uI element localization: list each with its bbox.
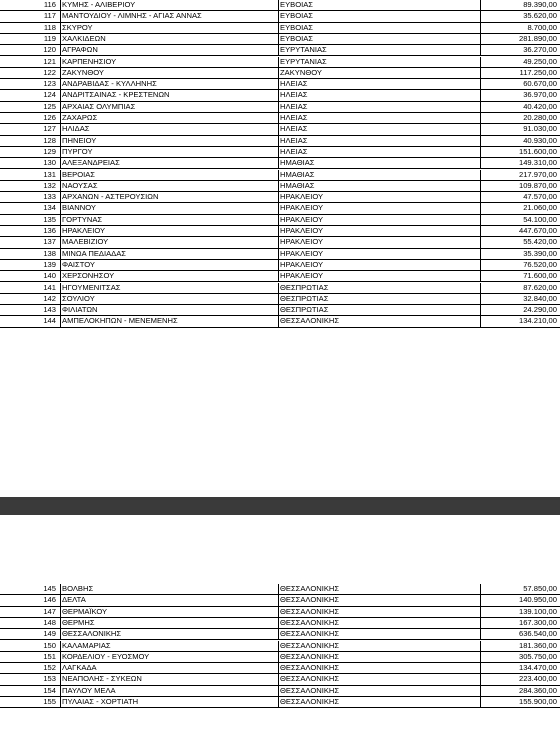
amount-value: 36.270,00 [480,45,560,55]
regional-unit: ΕΥΒΟΙΑΣ [278,23,480,33]
page-break-bar [0,497,560,515]
regional-unit: ΗΡΑΚΛΕΙΟΥ [278,237,480,247]
amount-value: 134.470,00 [480,663,560,673]
amount-value: 35.620,00 [480,11,560,21]
amount-value: 149.310,00 [480,158,560,168]
regional-unit: ΘΕΣΣΑΛΟΝΙΚΗΣ [278,663,480,673]
regional-unit: ΘΕΣΣΑΛΟΝΙΚΗΣ [278,674,480,684]
municipality-name: ΑΡΧΑΝΩΝ - ΑΣΤΕΡΟΥΣΙΩΝ [60,192,276,202]
table-row [0,294,560,305]
municipality-name: ΧΕΡΣΟΝΗΣΟΥ [60,271,276,281]
regional-unit: ΗΜΑΘΙΑΣ [278,181,480,191]
amount-value: 155.900,00 [480,697,560,707]
row-number: 119 [43,33,56,43]
municipality-name: ΦΙΛΙΑΤΩΝ [60,305,276,315]
regional-unit: ΗΡΑΚΛΕΙΟΥ [278,226,480,236]
amount-value: 24.290,00 [480,305,560,315]
table-row [0,629,560,640]
amount-value: 54.100,00 [480,215,560,225]
table-row [0,68,560,79]
table-row [0,674,560,685]
table-row [0,203,560,214]
regional-unit: ΘΕΣΠΡΩΤΙΑΣ [278,283,480,293]
table-row [0,663,560,674]
row-number: 123 [43,79,56,89]
municipality-name: ΠΗΝΕΙΟΥ [60,136,276,146]
regional-unit: ΕΥΒΟΙΑΣ [278,11,480,21]
table-row [0,249,560,260]
row-number: 140 [43,271,56,281]
table-row [0,305,560,316]
regional-unit: ΘΕΣΣΑΛΟΝΙΚΗΣ [278,618,480,628]
regional-unit: ΘΕΣΠΡΩΤΙΑΣ [278,305,480,315]
regional-unit: ΗΛΕΙΑΣ [278,90,480,100]
regional-unit: ΕΥΡΥΤΑΝΙΑΣ [278,57,480,67]
row-number: 145 [43,584,56,593]
regional-unit: ΘΕΣΣΑΛΟΝΙΚΗΣ [278,316,480,326]
row-number: 121 [43,56,56,66]
amount-value: 49.250,00 [480,57,560,67]
municipality-name: ΖΑΧΑΡΩΣ [60,113,276,123]
table-row [0,271,560,282]
municipality-name: ΜΑΛΕΒΙΖΙΟΥ [60,237,276,247]
table-row [0,136,560,147]
amount-value: 20.280,00 [480,113,560,123]
row-number: 118 [43,22,56,32]
table-row [0,124,560,135]
amount-value: 109.870,00 [480,181,560,191]
municipality-name: ΚΑΡΠΕΝΗΣΙΟΥ [60,57,276,67]
amount-value: 139.100,00 [480,607,560,617]
regional-unit: ΕΥΡΥΤΑΝΙΑΣ [278,45,480,55]
amount-value: 117.250,00 [480,68,560,78]
regional-unit: ΕΥΒΟΙΑΣ [278,0,480,10]
amount-value: 281.890,00 [480,34,560,44]
row-number: 136 [43,226,56,235]
row-number: 139 [43,259,56,269]
municipality-name: ΛΑΓΚΑΔΑ [60,663,276,673]
municipality-name: ΓΟΡΤΥΝΑΣ [60,215,276,225]
municipality-name: ΑΝΔΡΑΒΙΔΑΣ - ΚΥΛΛΗΝΗΣ [60,79,276,89]
table-row [0,226,560,237]
row-number: 155 [43,697,56,706]
regional-unit: ΗΛΕΙΑΣ [278,147,480,157]
regional-unit: ΕΥΒΟΙΑΣ [278,34,480,44]
regional-unit: ΘΕΣΣΑΛΟΝΙΚΗΣ [278,595,480,605]
row-number: 149 [43,629,56,639]
amount-value: 47.570,00 [480,192,560,202]
table-row [0,113,560,124]
municipality-name: ΖΑΚΥΝΘΟΥ [60,68,276,78]
row-number: 116 [43,0,56,9]
municipality-name: ΑΜΠΕΛΟΚΗΠΩΝ - ΜΕΝΕΜΕΝΗΣ [60,316,276,326]
municipality-name: ΒΙΑΝΝΟΥ [60,203,276,213]
row-number: 129 [43,146,56,156]
row-number: 141 [43,282,56,292]
municipality-name: ΝΕΑΠΟΛΗΣ - ΣΥΚΕΩΝ [60,674,276,684]
row-number: 132 [43,180,56,190]
amount-value: 181.360,00 [480,641,560,651]
municipality-name: ΧΑΛΚΙΔΕΩΝ [60,34,276,44]
table-row [0,192,560,203]
municipality-name: ΜΑΝΤΟΥΔΙΟΥ - ΛΙΜΝΗΣ - ΑΓΙΑΣ ΑΝΝΑΣ [60,11,276,21]
amount-value: 284.360,00 [480,686,560,696]
row-number: 120 [43,45,56,55]
row-number: 143 [43,305,56,315]
amount-value: 71.600,00 [480,271,560,281]
table-row [0,79,560,90]
amount-value: 57.850,00 [480,584,560,594]
amount-value: 87.620,00 [480,283,560,293]
municipality-name: ΠΥΡΓΟΥ [60,147,276,157]
regional-unit: ΘΕΣΣΑΛΟΝΙΚΗΣ [278,686,480,696]
row-number: 148 [43,617,56,627]
row-number: 122 [43,67,56,77]
amount-value: 76.520,00 [480,260,560,270]
row-number: 152 [43,663,56,673]
table-row [0,316,560,327]
regional-unit: ΗΛΕΙΑΣ [278,79,480,89]
amount-value: 223.400,00 [480,674,560,684]
row-number: 126 [43,113,56,122]
row-number: 154 [43,685,56,695]
row-number: 151 [43,651,56,661]
regional-unit: ΘΕΣΠΡΩΤΙΑΣ [278,294,480,304]
amount-value: 217.970,00 [480,170,560,180]
table-row [0,170,560,181]
amount-value: 91.030,00 [480,124,560,134]
regional-unit: ΗΜΑΘΙΑΣ [278,170,480,180]
table-row [0,45,560,56]
table-row [0,102,560,113]
amount-value: 36.970,00 [480,90,560,100]
table-row [0,147,560,158]
municipality-name: ΦΑΙΣΤΟΥ [60,260,276,270]
table-row [0,607,560,618]
regional-unit: ΗΛΕΙΑΣ [278,113,480,123]
table-row [0,11,560,22]
row-number: 125 [43,101,56,111]
table-row [0,652,560,663]
row-number: 117 [43,11,56,21]
table-row [0,618,560,629]
table-row [0,237,560,248]
municipality-name: ΘΕΡΜΑΪΚΟΥ [60,607,276,617]
regional-unit: ΘΕΣΣΑΛΟΝΙΚΗΣ [278,629,480,639]
municipality-name: ΣΚΥΡΟΥ [60,23,276,33]
amount-value: 151.600,00 [480,147,560,157]
row-number: 144 [43,316,56,326]
municipality-name: ΑΛΕΞΑΝΔΡΕΙΑΣ [60,158,276,168]
table-row [0,23,560,34]
table-row [0,0,560,11]
table-row [0,686,560,697]
regional-unit: ΘΕΣΣΑΛΟΝΙΚΗΣ [278,697,480,707]
table-row [0,181,560,192]
municipality-name: ΗΓΟΥΜΕΝΙΤΣΑΣ [60,283,276,293]
regional-unit: ΗΡΑΚΛΕΙΟΥ [278,203,480,213]
regional-unit: ΗΡΑΚΛΕΙΟΥ [278,192,480,202]
row-number: 124 [43,90,56,100]
regional-unit: ΗΜΑΘΙΑΣ [278,158,480,168]
municipality-name: ΘΕΣΣΑΛΟΝΙΚΗΣ [60,629,276,639]
municipality-name: ΚΑΛΑΜΑΡΙΑΣ [60,641,276,651]
municipality-name: ΑΓΡΑΦΩΝ [60,45,276,55]
row-number: 135 [43,214,56,224]
municipality-name: ΜΙΝΩΑ ΠΕΔΙΑΔΑΣ [60,249,276,259]
amount-value: 167.300,00 [480,618,560,628]
amount-value: 21.060,00 [480,203,560,213]
municipality-name: ΗΛΙΔΑΣ [60,124,276,134]
amount-value: 8.700,00 [480,23,560,33]
municipality-name: ΚΟΡΔΕΛΙΟΥ - ΕΥΟΣΜΟΥ [60,652,276,662]
regional-unit: ΘΕΣΣΑΛΟΝΙΚΗΣ [278,652,480,662]
row-number: 137 [43,237,56,247]
municipality-name: ΗΡΑΚΛΕΙΟΥ [60,226,276,236]
regional-unit: ΗΛΕΙΑΣ [278,136,480,146]
municipality-name: ΠΑΥΛΟΥ ΜΕΛΑ [60,686,276,696]
municipality-name: ΘΕΡΜΗΣ [60,618,276,628]
regional-unit: ΘΕΣΣΑΛΟΝΙΚΗΣ [278,641,480,651]
table-row [0,34,560,45]
table-row [0,57,560,68]
table-row [0,215,560,226]
amount-value: 89.390,00 [480,0,560,10]
table-row [0,697,560,708]
regional-unit: ΖΑΚΥΝΘΟΥ [278,68,480,78]
amount-value: 140.950,00 [480,595,560,605]
amount-value: 447.670,00 [480,226,560,236]
municipality-name: ΚΥΜΗΣ - ΑΛΙΒΕΡΙΟΥ [60,0,276,10]
municipality-name: ΠΥΛΑΙΑΣ - ΧΟΡΤΙΑΤΗ [60,697,276,707]
table-row [0,595,560,606]
amount-value: 134.210,00 [480,316,560,326]
table-row [0,260,560,271]
amount-value: 40.420,00 [480,102,560,112]
row-number: 150 [43,640,56,650]
municipality-name: ΒΕΡΟΙΑΣ [60,170,276,180]
regional-unit: ΗΛΕΙΑΣ [278,102,480,112]
table-row [0,584,560,595]
regional-unit: ΗΡΑΚΛΕΙΟΥ [278,215,480,225]
amount-value: 305.750,00 [480,652,560,662]
amount-value: 60.670,00 [480,79,560,89]
regional-unit: ΗΡΑΚΛΕΙΟΥ [278,260,480,270]
amount-value: 35.390,00 [480,249,560,259]
row-number: 130 [43,158,56,168]
row-number: 128 [43,135,56,145]
regional-unit: ΗΡΑΚΛΕΙΟΥ [278,249,480,259]
table-row [0,641,560,652]
row-number: 153 [43,674,56,684]
table-row [0,158,560,169]
municipality-name: ΣΟΥΛΙΟΥ [60,294,276,304]
regional-unit: ΘΕΣΣΑΛΟΝΙΚΗΣ [278,584,480,594]
row-number: 142 [43,293,56,303]
municipality-name: ΔΕΛΤΑ [60,595,276,605]
regional-unit: ΘΕΣΣΑΛΟΝΙΚΗΣ [278,607,480,617]
row-number: 133 [43,192,56,202]
row-number: 131 [43,169,56,179]
row-number: 146 [43,595,56,605]
amount-value: 636.540,00 [480,629,560,639]
amount-value: 32.840,00 [480,294,560,304]
municipality-name: ΝΑΟΥΣΑΣ [60,181,276,191]
municipality-name: ΒΟΛΒΗΣ [60,584,276,594]
table-row [0,283,560,294]
table-row [0,90,560,101]
regional-unit: ΗΛΕΙΑΣ [278,124,480,134]
row-number: 134 [43,203,56,213]
municipality-name: ΑΝΔΡΙΤΣΑΙΝΑΣ - ΚΡΕΣΤΕΝΩΝ [60,90,276,100]
municipality-name: ΑΡΧΑΙΑΣ ΟΛΥΜΠΙΑΣ [60,102,276,112]
row-number: 147 [43,606,56,616]
regional-unit: ΗΡΑΚΛΕΙΟΥ [278,271,480,281]
amount-value: 55.420,00 [480,237,560,247]
amount-value: 40.930,00 [480,136,560,146]
row-number: 138 [43,248,56,258]
row-number: 127 [43,124,56,134]
